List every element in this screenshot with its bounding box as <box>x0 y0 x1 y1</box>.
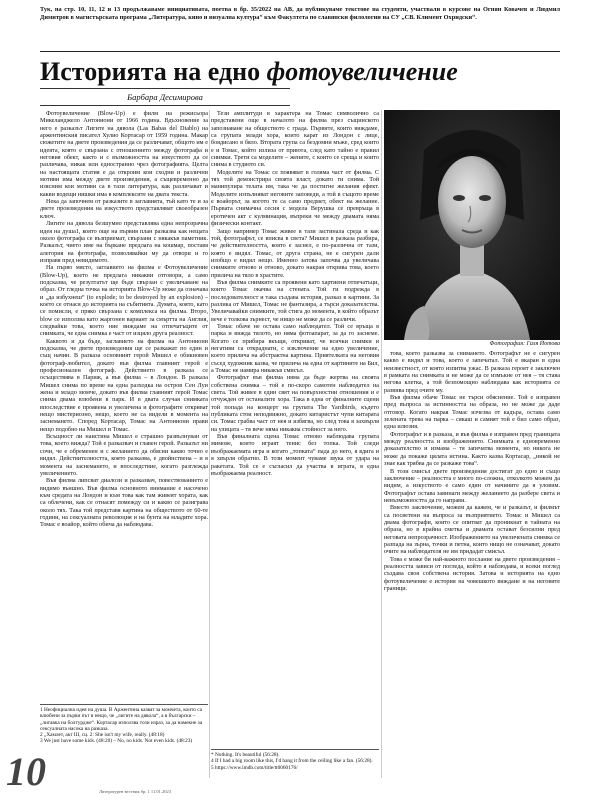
top-rule <box>40 51 560 52</box>
article-column-3 <box>384 350 560 778</box>
paragraph: Това е може би най-важното послание на двете произведения – реалността зависи от погледа, който я наблюдава, и всеки поглед създава своя собствена история. Затова и историята на едно фотоувеличение е история на човешкото виждане и на неговите граници. <box>384 555 560 592</box>
article-column-2 <box>211 110 379 778</box>
byline-rule <box>40 105 290 106</box>
footnote: 4 If I had a big room like this, I'd hang it from the ceiling like a fan. (56:28). <box>211 758 373 765</box>
paragraph: Фотографът във филма няма да бъде жертва на своята собствена снимка – той е по-скоро самотен наблюдател на света. Той живее в един свят на повърхностни отношения и е отчужден от останалите хора. Така в една от финалните сцени той попада на концерт на групата The Yardbirds, където публиката стои неподвижно, докато китаристът чупи китарата си. Томас грабва част от нея и избягва, но след това я захвърля на улицата – тя вече няма никаква стойност за него. <box>211 374 379 433</box>
paragraph: Томас обаче не остава само наблюдател. Той се връща в парка и вижда тялото, но няма фотоапарат, за да го заснеме. Когато се прибира вкъщи, откриват, че всички снимки и негативи са откраднати, с изключение на едно увеличение, което прилича на абстрактна картина. Приятелката на неговия съсед художник казва, че прилича на една от картините на Бил, а Томас не намира никакъв смисъл. <box>211 322 379 375</box>
title-accent: фотоувеличение <box>266 57 458 86</box>
title-rule <box>40 88 290 89</box>
paragraph: Тези амплитуди в характера на Томас символично са представени още в началото на филма през същинското запознаване на обществото с града. Първите, които виждаме, са групата млади хора, които карат из Лондон с лице, боядисано в бяло. Втората група са бездомни мъже, сред които е и Томас, който излиза от приюта, след като тайно е правил снимки. Трети са моделите – жените, с които се среща и които снима в студиото си. <box>211 110 379 169</box>
column-divider <box>381 110 382 778</box>
page-number: 10 <box>6 749 46 794</box>
paragraph: Във филма липсват диалози и разказвач, повествованието е видимо външно. Във филма основното внимание е насочено към средата на Лондон и към това как там живеят хората, как са облечени, как се отнасят помежду си и какво се разиграва около тях. Така той представя картина на обществото от 60-те години, на сексуалната революция и на бунта на младите хора. Томас е воайор, който обича да наблюдава. <box>40 477 208 529</box>
paragraph: Защо например Томас живее в тази застинала среда и как той, фотографът, се вписва в света? Мишел в разказа разбира, че действителността, която е заснел, е по-различна от тази, която е видял. Томас, от друга страна, не е сигурен дали изобщо е видял нещо. Именно затова започва да увеличава снимките отново и отново, докато накрая открива това, което прилича на тяло в храстите. <box>211 227 379 279</box>
author-byline: Барбара Десимирова <box>127 92 203 102</box>
paragraph: Каквото и да бъде, заглавието на филма на Антониони подсказва, че двете произведения ще се разкажат по един и същ начин. В разказа основният герой Мишел е обикновен фотограф-любител, докато във филма главният герой е професионален фотограф. Действието в разказа се осъществява в Париж, а във филма – в Лондон. В разказа Мишел снима по време на една разходка на остров Сен Луи жена и младо момче, докато във филма главният герой Томас снима двама влюбени в парк. И в двата случая снимката впоследствие е проявена и увеличена и фотографите откриват нещо мистериозно, нещо, което не са видели в момента на заснемането. Според Кортасар, Томас на Антониони прави нещо подобно на Мишел и Томас. <box>40 337 208 433</box>
page-footer: Литературен вестник бр. 1 11.01.2023 <box>98 789 172 794</box>
column-divider <box>209 110 210 778</box>
footnotes-column-1 <box>40 704 208 745</box>
paragraph: Моделите на Томас се появяват в голяма част от филма. С тях той демонстрира своята власт, докато ги снима. Той манипулира телата им, така че да постигне желания ефект. Моделите изпълняват неговите заповеди, а той в същото време е воайорът, за когото те са само предмет, обект на желание. Първата снимачна сесия с модела Верушка се превръща в еротичен акт с кулминация, въпреки че между двамата няма физически контакт. <box>211 168 379 228</box>
paragraph: Фотографът и в разказа, и във филма е изправен пред границата между реалността и изображението. Снимката е едновременно доказателство и измама – тя запечатва момента, но никога не може да покаже цялата истина. Както казва Кортасар, „никой не знае как трябва да се разкаже това“. <box>384 430 560 468</box>
photo-caption: Фотография: Галя Йотова <box>489 341 560 347</box>
paragraph: Нека да започнем от разказите в заглавията, тъй като те и за двете произведения на изкуството представляват своеобразен ключ. <box>40 198 208 220</box>
paragraph: На първо място, заглавието на филма е Фотоувеличение (Blow-Up), което не предлага никакви отговори, а само подсказва, че резултатът ще бъде свързан с увеличаване на образ. От гледна точка на историята Blow-Up може да означава и „да избухнеш“ (to explode; to be destroyed by an explosion) – което се отнася до историята на събитията. Думата, която, като се помисли, е пряко свързана с комплекса на филма. Второ, blow се използва като жаргонен вариант за смъртта на Англия, следвайки това, което ние виждаме на отпечатъците от снимката, че една снимка е част от изцяло друга реалност. <box>40 264 208 338</box>
paragraph: Всъщност ли наистина Мишел е страшно развълнуван от това, което вижда? Той е разказвач и главен герой. Разказът ни сочи, че е обременен и с желанието да обясни какво точно е видял. Действителността, която разказва, е двойнствена – и в момента на заснемането, и впоследствие, когато разглежда увеличението. <box>40 433 208 477</box>
title-plain: Историята на едно <box>40 57 267 86</box>
intro-paragraph: Тук, на стр. 10, 11, 12 и 13 продължаваме инициативата, поетва в бр. 35/2022 на АВ, да публикуваме текстове на студенти, участвали в курсове на Огнян Ковачев и Людмил Димитров в магистърската програма „Литература, кино и визуална култура“ към Факултета по славянски филологии на СУ „СВ. Климент Охридски“. <box>40 6 560 22</box>
paragraph: Във филма снимките са проявени като хартиени отпечатъци, които Томас окачва на стената. Той ги подрежда в последователност и така създава история, разказ в картини. За разлика от Мишел, Томас не фантазира, а търси доказателства. Увеличавайки снимките, той стига до момента, в който образът вече е толкова зърнест, че нищо не може да се различи. <box>211 278 379 323</box>
paragraph: Във филма обаче Томас не търси обяснение. Той е изправен пред въпроса за истинността на образа, но не може да даде отговор. Когато накрая Томас изчезва от кадъра, остава само зелената трева на парка – сякаш и самият той е бил само образ, една илюзия. <box>384 394 560 431</box>
footnote: 3 We just have some kids. (48:20) – No, no kids. Not even kids. (48:23) <box>40 738 193 745</box>
footnote: 5 https://www.imdb.com/title/tt0060176/ <box>211 764 298 771</box>
paragraph: това, което разказва за снимането. Фотографът не е сигурен какво е видял и това, което е запечатал. Той е вкаран в една неизвестност, от която изпитва ужас. В разказа героят е заключен в рамката на снимката и не може да се измъкне от нея – тя става негова клетка, а той безпомощно наблюдава как историята се развива пред очите му. <box>384 350 560 394</box>
article-column-1 <box>40 110 208 698</box>
footnotes-column-2 <box>211 749 379 771</box>
paragraph: Във финалната сцена Томас отново наблюдава групата мимове, които играят тенис без топка. Той следи въображаемата игра и когато „топката“ пада до него, я вдига и я хвърля обратно. В този момент чуваме звука от удара на ракетата. Той се е съгласил да участва в играта, в една въображаема реалност. <box>211 433 379 477</box>
portrait-photo <box>384 110 560 340</box>
article-title <box>40 58 560 86</box>
footnote: * Nothing. It's beautiful (56:28). <box>211 752 280 758</box>
portrait-illustration <box>384 110 560 340</box>
paragraph: Фотоувеличение (Blow-Up) е филм на режисьора Микеланджело Антониони от 1966 година. Вдъхновение за него е разказът Лигите на дявола (Las Babas del Diablo) на аржентинския писател Хулио Кортасар от 1959 година. Макар сюжетите на двете произведения да се различават, общото им е идеята, която е свързана с отношението между фотографа и неговия обект, както и с възможността на изкуството да се различава, никак или едностранно чрез фотографията. Целта на настоящата статия е да откроим кои сходни и различни мотиви има между двете произведения, а същевременно да изясним кои мотиви са в тази литература, как различават и какви водещи нишки има в комплексите на двата текста. <box>40 110 208 198</box>
footnote: 2 „Хамлет, акт ІІІ, сц. 2: She isn't my wife, really. (48:18) <box>40 732 165 738</box>
footnote: 1 Неофициална идея на душа. В Аржентина казват за момчета, които са влюбени за първи път в нещо, че „лигите на дявола“, а в български – „лигавка на болтурдже“. Кортасар използва този израз, за да намекне за сексуалната насока на разказа. <box>40 707 203 732</box>
paragraph: В този смисъл двете произведения достигат до едно и също заключение – реалността е много по-сложна, отколкото можем да видим, а изкуството е само един от начините да я уловим. Фотографът остава завинаги между желанието да разбере света и невъзможността да го направи. <box>384 467 560 504</box>
paragraph: Вместо заключение, можем да кажем, че и разказът, и филмът са посветени на въпроса за възприятието. Томас и Мишел са двама фотографи, които се опитват да проникнат в тайната на образа, но в крайна сметка и двамата остават безсилни пред неговата непрозрачност. Изображението на увеличената снимка се разпада на зърна, точки и петна, които нищо не означават, докато очите на наблюдателя не им придадат смисъл. <box>384 504 560 556</box>
paragraph: Лигите на дявола безшумно представлява една непрозрачна идея на душа1, която още на първия план разказва как нещата около фотографа се възприемат, свързани с някакъв паметник. Разказът, чието име на бъркане предлага на кошмар, поставя алегория на фотографа, позволявайки му да отвори и го изправя пред невидимото. <box>40 220 208 264</box>
